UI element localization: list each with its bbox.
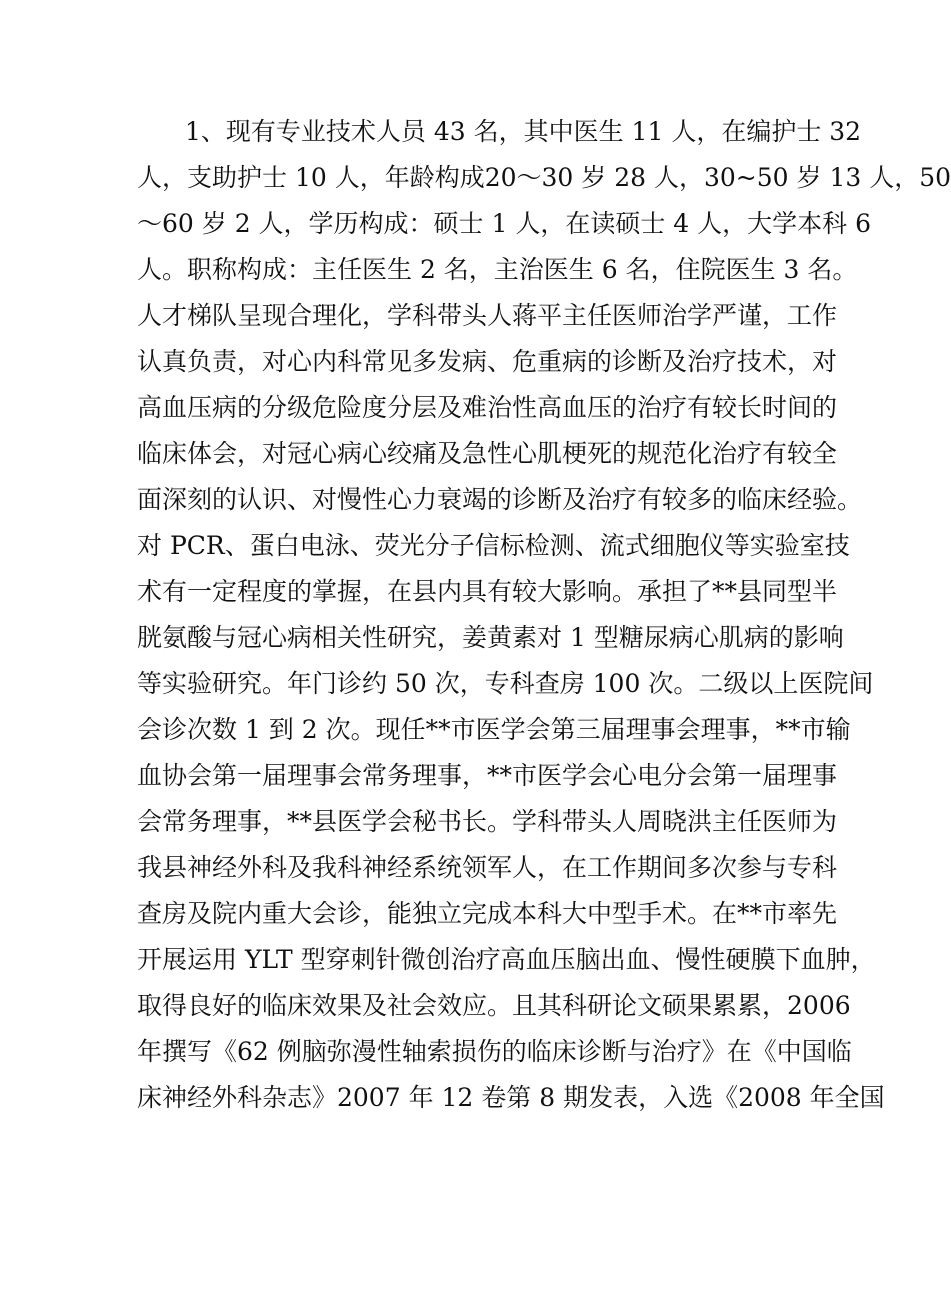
text-line: 会诊次数 1 到 2 次。现任**市医学会第三届理事会理事，**市输 <box>137 715 851 744</box>
text-line: 认真负责，对心内科常见多发病、危重病的诊断及治疗技术，对 <box>137 347 838 376</box>
text-line: 人才梯队呈现合理化，学科带头人蒋平主任医师治学严谨，工作 <box>137 301 838 330</box>
text-line: 高血压病的分级危险度分层及难治性高血压的治疗有较长时间的 <box>137 393 838 422</box>
text-line: 我县神经外科及我科神经系统领军人，在工作期间多次参与专科 <box>137 853 838 882</box>
text-line: 人，支助护士 10 人，年龄构成20～30 岁 28 人，30~50 岁 13 人，50 <box>137 163 951 192</box>
text-line: 对 PCR、蛋白电泳、荧光分子信标检测、流式细胞仪等实验室技 <box>137 531 850 560</box>
text-line: 临床体会，对冠心病心绞痛及急性心肌梗死的规范化治疗有较全 <box>137 439 838 468</box>
text-line: 血协会第一届理事会常务理事，**市医学会心电分会第一届理事 <box>137 761 838 790</box>
text-line: 开展运用 YLT 型穿刺针微创治疗高血压脑出血、慢性硬膜下血肿， <box>137 945 876 974</box>
text-line: 取得良好的临床效果及社会效应。且其科研论文硕果累累，2006 <box>137 991 851 1020</box>
text-line: 年撰写《62 例脑弥漫性轴索损伤的临床诊断与治疗》在《中国临 <box>137 1037 852 1066</box>
text-line: 人。职称构成：主任医生 2 名，主治医生 6 名，住院医生 3 名。 <box>137 255 858 284</box>
text-line: 会常务理事，**县医学会秘书长。学科带头人周晓洪主任医师为 <box>137 807 838 836</box>
text-line: 面深刻的认识、对慢性心力衰竭的诊断及治疗有较多的临床经验。 <box>137 485 863 514</box>
text-line: 术有一定程度的掌握，在县内具有较大影响。承担了**县同型半 <box>137 577 838 606</box>
text-line: ～60 岁 2 人，学历构成：硕士 1 人，在读硕士 4 人，大学本科 6 <box>137 209 872 238</box>
text-line: 床神经外科杂志》2007 年 12 卷第 8 期发表，入选《2008 年全国 <box>137 1083 885 1112</box>
text-line: 1、现有专业技术人员 43 名，其中医生 11 人，在编护士 32 <box>185 117 862 146</box>
text-line: 等实验研究。年门诊约 50 次，专科查房 100 次。二级以上医院间 <box>137 669 874 698</box>
text-line: 查房及院内重大会诊，能独立完成本科大中型手术。在**市率先 <box>137 899 838 928</box>
text-line: 胱氨酸与冠心病相关性研究，姜黄素对 1 型糖尿病心肌病的影响 <box>137 623 844 652</box>
